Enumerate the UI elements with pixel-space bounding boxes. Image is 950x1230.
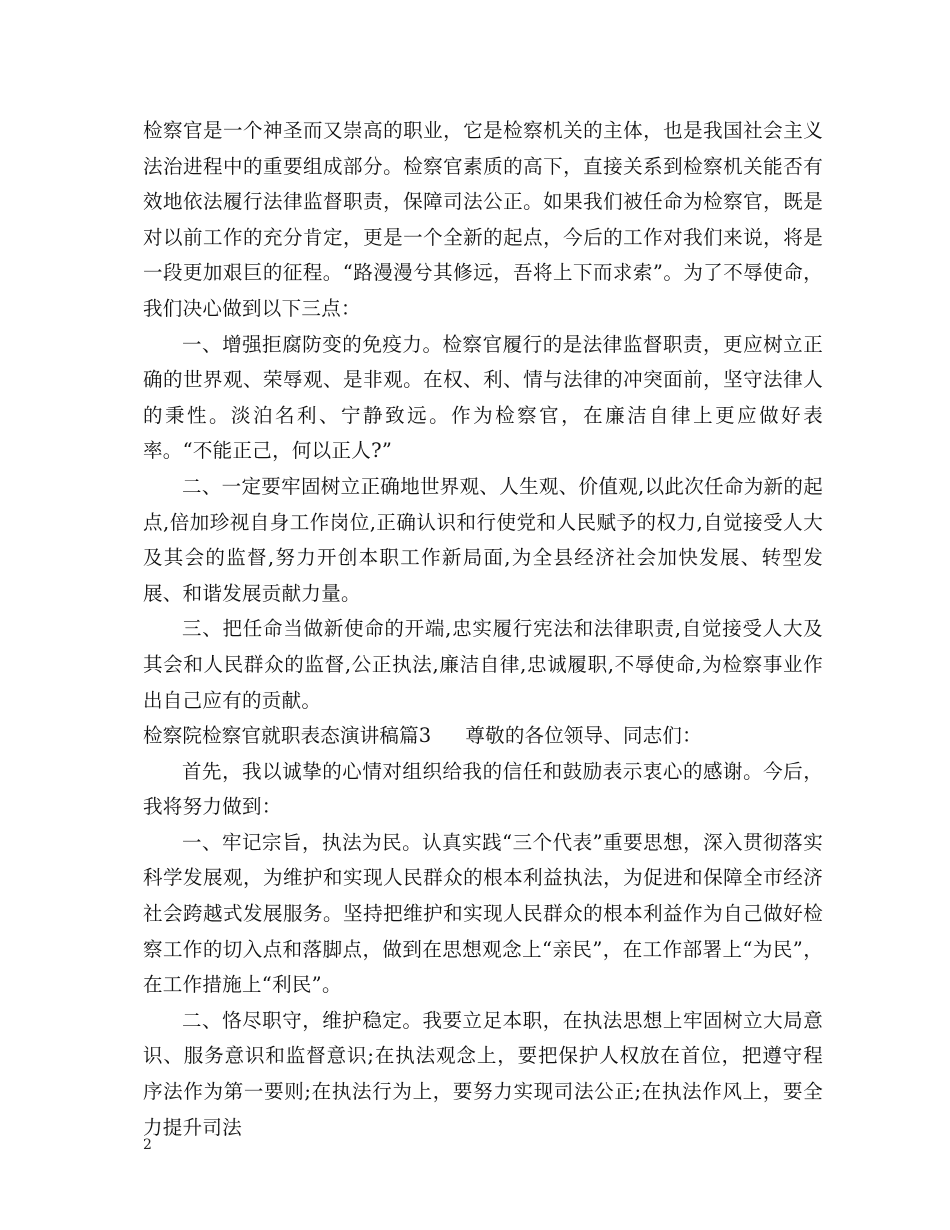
paragraph-point-1: 一、增强拒腐防变的免疫力。检察官履行的是法律监督职责，更应树立正确的世界观、荣辱观、是非观。在权、利、情与法律的冲突面前，坚守法律人的秉性。淡泊名利、宁静致远。作为检察官，在廉洁自律上更应做好表率。“不能正己，何以正人?” xyxy=(143,332,823,463)
section-heading xyxy=(143,718,823,754)
paragraph-commitment-2: 二、恪尽职守，维护稳定。我要立足本职，在执法思想上牢固树立大局意识、服务意识和监督意识;在执法观念上，要把保护人权放在首位，把遵守程序法作为第一要则;在执法行为上，要努力实现司法公正;在执法作风上，要全力提升司法 xyxy=(143,1008,823,1139)
paragraph-commitment-1: 一、牢记宗旨，执法为民。认真实践“三个代表”重要思想，深入贯彻落实科学发展观，为维护和实现人民群众的根本利益执法，为促进和保障全市经济社会跨越式发展服务。坚持把维护和实现人民群众的根本利益作为自己做好检察工作的切入点和落脚点，做到在思想观念上“亲民”，在工作部署上“为民”，在工作措施上“利民”。 xyxy=(143,830,823,997)
page-number: 2 xyxy=(143,1137,152,1153)
section-title: 检察院检察官就职表态演讲稿篇3 xyxy=(143,724,432,748)
paragraph-point-2: 二、一定要牢固树立正确地世界观、人生观、价值观,以此次任命为新的起点,倍加珍视自身工作岗位,正确认识和行使党和人民赋予的权力,自觉接受人大及其会的监督,努力开创本职工作新局面,为全县经济社会加快发展、转型发展、和谐发展贡献力量。 xyxy=(143,474,823,605)
document-body xyxy=(143,113,823,1145)
paragraph-intro: 检察官是一个神圣而又崇高的职业，它是检察机关的主体，也是我国社会主义法治进程中的重要组成部分。检察官素质的高下，直接关系到检察机关能否有效地依法履行法律监督职责，保障司法公正。如果我们被任命为检察官，既是对以前工作的充分肯定，更是一个全新的起点，今后的工作对我们来说，将是一段更加艰巨的征程。“路漫漫兮其修远，吾将上下而求索”。为了不辱使命，我们决心做到以下三点： xyxy=(143,119,823,320)
paragraph-opening: 首先，我以诚挚的心情对组织给我的信任和鼓励表示衷心的感谢。今后，我将努力做到： xyxy=(143,759,823,819)
paragraph-point-3: 三、把任命当做新使命的开端,忠实履行宪法和法律职责,自觉接受人大及其会和人民群众的监督,公正执法,廉洁自律,忠诚履职,不辱使命,为检察事业作出自己应有的贡献。 xyxy=(143,617,823,712)
section-greeting: 尊敬的各位领导、同志们： xyxy=(465,724,702,748)
